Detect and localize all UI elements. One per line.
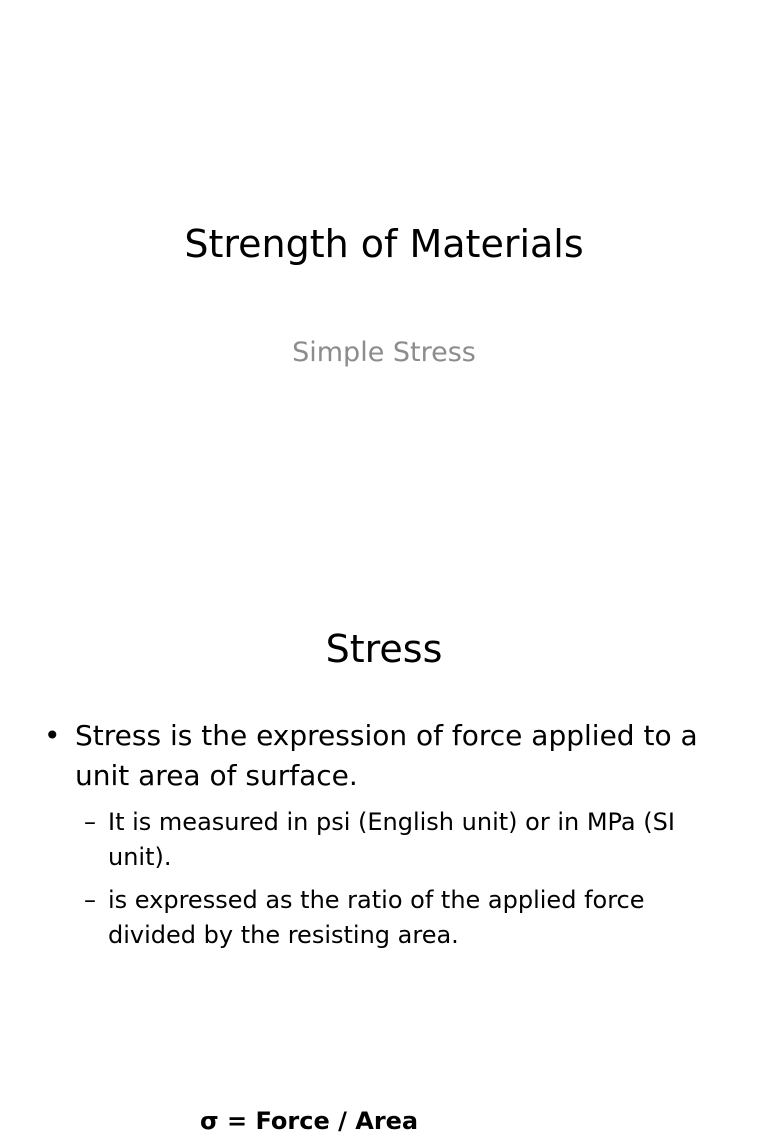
bullet-text: Stress is the expression of force applied to a unit area of surface. [75,719,698,792]
sub-bullet-text: is expressed as the ratio of the applied force divided by the resisting area. [108,886,645,949]
content-slide [0,576,768,1135]
slide-title: Strength of Materials [184,222,584,266]
stress-formula: σ = Force / Area [200,1107,419,1135]
dash-icon: – [84,808,96,836]
dash-icon: – [84,886,96,914]
slide-title: Stress [325,627,443,671]
sub-bullet-text: It is measured in psi (English unit) or in MPa (SI unit). [108,808,675,871]
bullet-dot-icon: • [44,719,61,752]
slide-subtitle: Simple Stress [292,337,476,368]
